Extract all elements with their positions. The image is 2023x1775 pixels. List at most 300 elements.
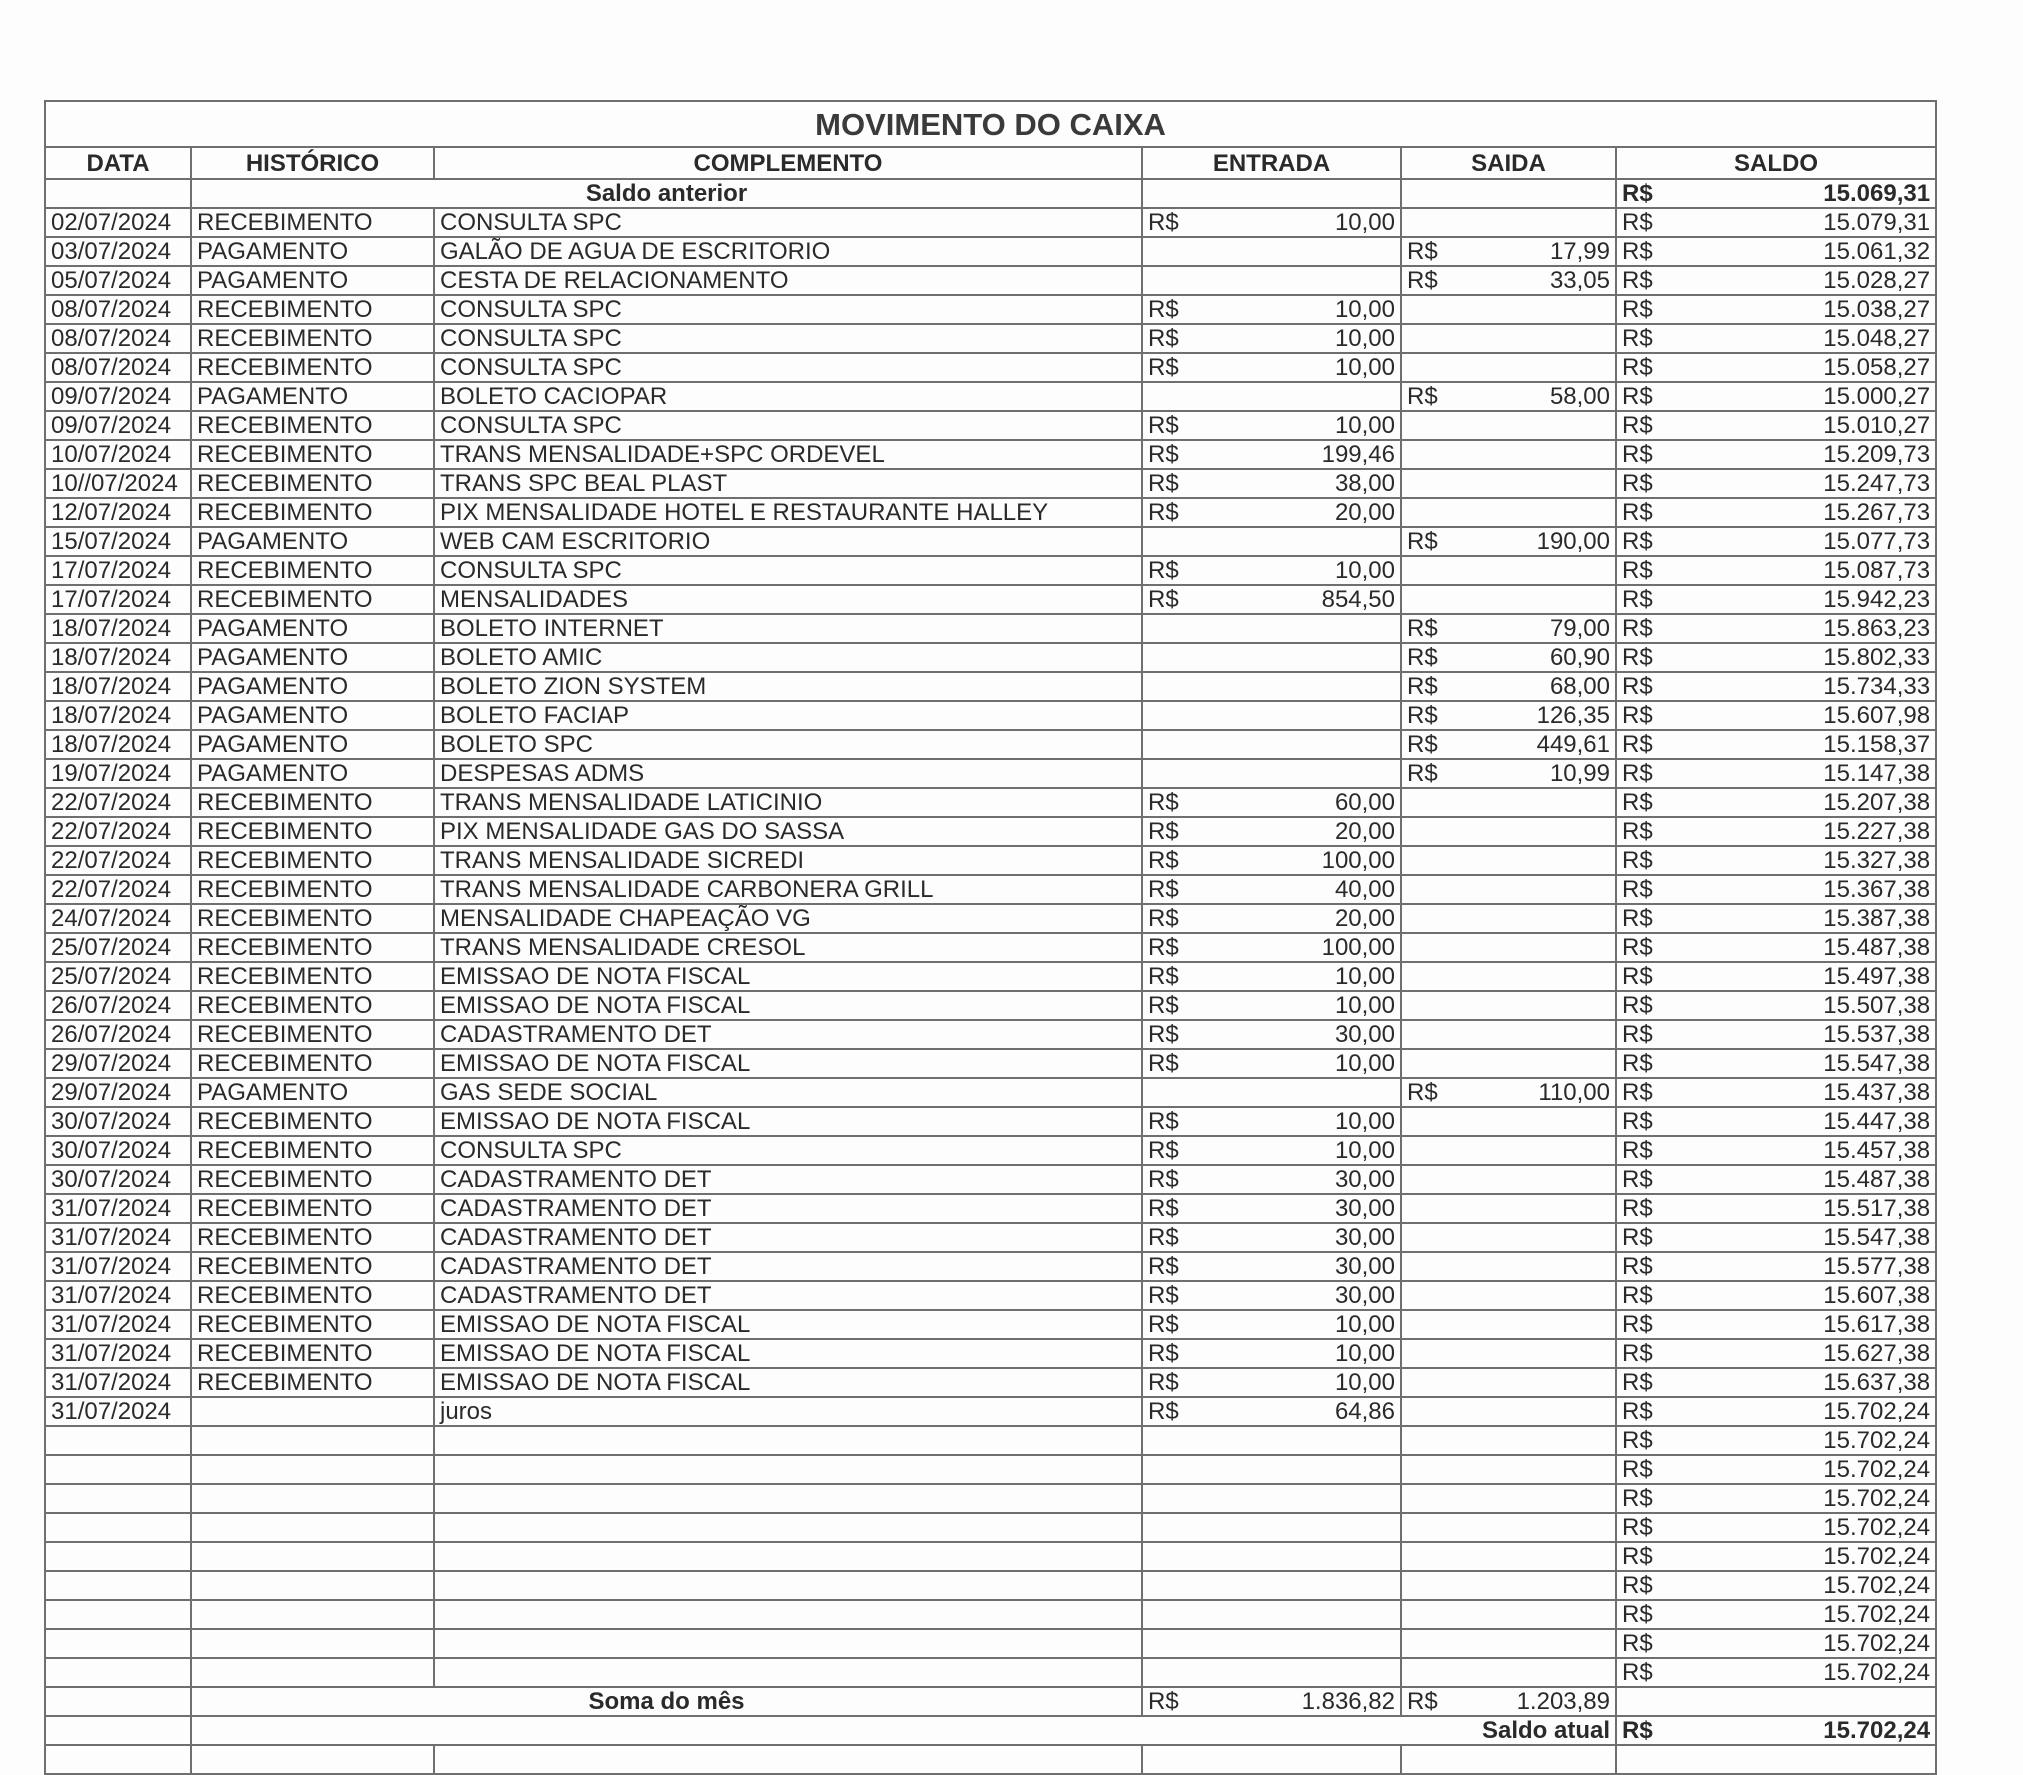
table-row [45,1020,2023,1049]
row-historico: PAGAMENTO [191,614,434,643]
row-complemento: TRANS MENSALIDADE CARBONERA GRILL [434,875,1142,904]
row-entrada [1142,1629,1401,1658]
header-saldo: SALDO [1616,147,1936,179]
row-date: 29/07/2024 [45,1078,191,1107]
row-entrada [1142,411,1401,440]
row-date: 08/07/2024 [45,295,191,324]
table-row [45,237,2023,266]
table-row [45,295,2023,324]
currency-label: R$ [1148,876,1179,903]
row-entrada [1142,1455,1401,1484]
table-row [45,556,2023,585]
row-saldo-value: 15.087,73 [1823,557,1931,584]
row-date: 29/07/2024 [45,1049,191,1078]
row-date [45,1600,191,1629]
row-date: 18/07/2024 [45,614,191,643]
blank-cell [1936,382,2023,411]
row-saida [1401,1629,1616,1658]
row-saida [1401,295,1616,324]
row-entrada [1142,846,1401,875]
currency-label: R$ [1622,557,1653,584]
row-saida [1401,817,1616,846]
row-entrada [1142,556,1401,585]
row-entrada-value: 10,00 [1334,1369,1395,1396]
row-date: 26/07/2024 [45,991,191,1020]
row-date: 31/07/2024 [45,1397,191,1426]
row-saida [1401,237,1616,266]
row-entrada [1142,643,1401,672]
row-saldo-value: 15.702,24 [1823,1485,1931,1512]
row-saldo [1616,1397,1936,1426]
row-date: 12/07/2024 [45,498,191,527]
row-entrada-value: 20,00 [1334,818,1395,845]
row-saldo [1616,1542,1936,1571]
currency-label: R$ [1622,673,1653,700]
row-complemento [434,1484,1142,1513]
row-saldo [1616,1600,1936,1629]
row-saldo [1616,208,1936,237]
row-entrada [1142,353,1401,382]
row-historico: RECEBIMENTO [191,933,434,962]
row-entrada [1142,1281,1401,1310]
row-date: 30/07/2024 [45,1136,191,1165]
row-saldo-value: 15.061,32 [1823,238,1931,265]
monthly-totals-row [45,1687,2023,1716]
table-row [45,1542,2023,1571]
row-saida [1401,1049,1616,1078]
empty-row [45,1745,2023,1774]
currency-label: R$ [1148,557,1179,584]
row-historico: RECEBIMENTO [191,875,434,904]
row-entrada-value: 10,00 [1334,1340,1395,1367]
row-date: 31/07/2024 [45,1252,191,1281]
row-complemento: CONSULTA SPC [434,1136,1142,1165]
row-historico: PAGAMENTO [191,730,434,759]
row-saldo-value: 15.048,27 [1823,325,1931,352]
table-row [45,382,2023,411]
row-historico: PAGAMENTO [191,759,434,788]
row-saldo [1616,846,1936,875]
row-date: 17/07/2024 [45,556,191,585]
blank-cell [1936,556,2023,585]
row-saldo [1616,411,1936,440]
row-entrada [1142,614,1401,643]
row-saldo-value: 15.497,38 [1823,963,1931,990]
currency-label: R$ [1148,1166,1179,1193]
row-historico [191,1426,434,1455]
blank-cell [1936,353,2023,382]
blank-cell [1936,1049,2023,1078]
row-saida-value: 126,35 [1536,702,1610,729]
row-saldo-value: 15.327,38 [1823,847,1931,874]
currency-label: R$ [1622,963,1653,990]
row-entrada [1142,440,1401,469]
row-entrada [1142,527,1401,556]
blank-cell [1936,962,2023,991]
row-saida-value: 79,00 [1549,615,1610,642]
row-entrada-value: 10,00 [1334,1137,1395,1164]
row-saida-value: 110,00 [1538,1079,1610,1106]
row-saldo-value: 15.209,73 [1823,441,1931,468]
row-historico: RECEBIMENTO [191,991,434,1020]
row-date: 31/07/2024 [45,1194,191,1223]
table-row [45,1107,2023,1136]
currency-label: R$ [1407,673,1438,700]
row-historico: RECEBIMENTO [191,1368,434,1397]
row-entrada [1142,1107,1401,1136]
row-entrada [1142,1658,1401,1687]
cash-ledger-table [44,100,2023,1775]
currency-label: R$ [1148,905,1179,932]
table-row [45,1426,2023,1455]
currency-label: R$ [1407,760,1438,787]
row-saldo [1616,817,1936,846]
row-saldo [1616,527,1936,556]
row-complemento: MENSALIDADE CHAPEAÇÃO VG [434,904,1142,933]
row-saldo-value: 15.607,98 [1823,702,1931,729]
row-entrada [1142,904,1401,933]
row-saldo [1616,1223,1936,1252]
row-complemento: BOLETO INTERNET [434,614,1142,643]
table-row [45,1658,2023,1687]
table-row [45,1397,2023,1426]
row-saldo-value: 15.702,24 [1823,1456,1931,1483]
blank-cell [1936,672,2023,701]
row-complemento: CADASTRAMENTO DET [434,1194,1142,1223]
table-row [45,1281,2023,1310]
row-saida [1401,875,1616,904]
table-row [45,440,2023,469]
row-saldo [1616,1629,1936,1658]
row-saldo [1616,1571,1936,1600]
row-entrada-value: 10,00 [1334,412,1395,439]
header-saida: SAIDA [1401,147,1616,179]
blank-cell [1936,1455,2023,1484]
table-row [45,846,2023,875]
row-entrada [1142,1542,1401,1571]
row-saldo-value: 15.227,38 [1823,818,1931,845]
currency-label: R$ [1622,1369,1653,1396]
row-saldo [1616,585,1936,614]
blank-cell [1936,1078,2023,1107]
currency-label: R$ [1622,209,1653,236]
row-historico: RECEBIMENTO [191,1310,434,1339]
currency-label: R$ [1148,1398,1179,1425]
row-saldo [1616,759,1936,788]
currency-label: R$ [1407,702,1438,729]
table-row [45,962,2023,991]
currency-label: R$ [1148,1369,1179,1396]
row-complemento: TRANS MENSALIDADE CRESOL [434,933,1142,962]
blank-cell [1936,469,2023,498]
row-date: 10/07/2024 [45,440,191,469]
currency-label: R$ [1622,1717,1653,1744]
opening-balance-value [1616,179,1936,208]
table-row [45,788,2023,817]
row-complemento: CESTA DE RELACIONAMENTO [434,266,1142,295]
currency-label: R$ [1148,1137,1179,1164]
row-entrada [1142,1136,1401,1165]
currency-label: R$ [1407,615,1438,642]
row-entrada [1142,208,1401,237]
blank-cell [1936,266,2023,295]
row-historico [191,1397,434,1426]
header-entrada: ENTRADA [1142,147,1401,179]
row-saida-value: 58,00 [1549,383,1610,410]
row-entrada-value: 10,00 [1334,963,1395,990]
currency-label: R$ [1622,1021,1653,1048]
row-entrada [1142,991,1401,1020]
row-saida [1401,1107,1616,1136]
monthly-totals-label: Soma do mês [191,1687,1142,1716]
row-saida [1401,962,1616,991]
currency-label: R$ [1148,1340,1179,1367]
row-historico: RECEBIMENTO [191,1136,434,1165]
row-saida [1401,1165,1616,1194]
row-entrada [1142,875,1401,904]
row-historico [191,1542,434,1571]
row-entrada-value: 10,00 [1334,992,1395,1019]
row-historico: RECEBIMENTO [191,585,434,614]
row-saldo [1616,904,1936,933]
table-row [45,585,2023,614]
row-entrada-value: 40,00 [1334,876,1395,903]
row-saldo [1616,382,1936,411]
row-saldo-value: 15.367,38 [1823,876,1931,903]
blank-cell [1936,1107,2023,1136]
row-entrada [1142,933,1401,962]
blank-cell [1936,1281,2023,1310]
table-row [45,1194,2023,1223]
row-saida [1401,1368,1616,1397]
blank-cell [1936,1136,2023,1165]
row-complemento: TRANS MENSALIDADE+SPC ORDEVEL [434,440,1142,469]
row-saldo [1616,614,1936,643]
row-entrada [1142,469,1401,498]
table-row [45,1368,2023,1397]
row-date: 17/07/2024 [45,585,191,614]
row-historico [191,1484,434,1513]
row-complemento: CONSULTA SPC [434,556,1142,585]
currency-label: R$ [1622,847,1653,874]
table-row [45,1339,2023,1368]
row-complemento: WEB CAM ESCRITORIO [434,527,1142,556]
currency-label: R$ [1622,1311,1653,1338]
row-entrada [1142,1426,1401,1455]
row-date: 10//07/2024 [45,469,191,498]
currency-label: R$ [1407,238,1438,265]
row-saida [1401,411,1616,440]
table-row [45,469,2023,498]
row-saida [1401,991,1616,1020]
row-saldo [1616,1426,1936,1455]
row-complemento: EMISSAO DE NOTA FISCAL [434,1339,1142,1368]
row-entrada-value: 10,00 [1334,1050,1395,1077]
row-saida [1401,1513,1616,1542]
row-complemento [434,1600,1142,1629]
currency-label: R$ [1622,1630,1653,1657]
currency-label: R$ [1622,1108,1653,1135]
table-row [45,498,2023,527]
row-saldo [1616,672,1936,701]
row-entrada-value: 10,00 [1334,209,1395,236]
row-saldo-value: 15.437,38 [1823,1079,1931,1106]
row-date [45,1542,191,1571]
row-entrada [1142,817,1401,846]
row-date: 18/07/2024 [45,643,191,672]
row-date: 25/07/2024 [45,962,191,991]
row-complemento: EMISSAO DE NOTA FISCAL [434,991,1142,1020]
row-saldo [1616,1281,1936,1310]
currency-label: R$ [1622,528,1653,555]
row-historico [191,1455,434,1484]
row-entrada [1142,1165,1401,1194]
row-saldo-value: 15.702,24 [1823,1543,1931,1570]
table-row [45,1484,2023,1513]
row-saldo [1616,962,1936,991]
row-date: 09/07/2024 [45,411,191,440]
currency-label: R$ [1407,383,1438,410]
blank-cell [1936,1223,2023,1252]
table-row [45,1629,2023,1658]
row-saldo [1616,440,1936,469]
blank-cell [1936,237,2023,266]
row-saida-value: 68,00 [1549,673,1610,700]
table-row [45,353,2023,382]
table-row [45,875,2023,904]
row-saida-value: 60,90 [1549,644,1610,671]
table-row [45,991,2023,1020]
blank-cell [1936,1542,2023,1571]
cash-ledger-sheet [44,100,2023,1775]
currency-label: R$ [1148,586,1179,613]
blank-cell [1936,1368,2023,1397]
blank-cell [1936,614,2023,643]
row-saida [1401,759,1616,788]
currency-label: R$ [1407,528,1438,555]
row-entrada [1142,1310,1401,1339]
row-historico: RECEBIMENTO [191,1339,434,1368]
currency-label: R$ [1622,1485,1653,1512]
row-saida [1401,556,1616,585]
row-saldo-value: 15.637,38 [1823,1369,1931,1396]
currency-label: R$ [1148,934,1179,961]
row-saldo [1616,266,1936,295]
row-date: 24/07/2024 [45,904,191,933]
row-historico [191,1629,434,1658]
row-date: 22/07/2024 [45,817,191,846]
current-balance-label: Saldo atual [191,1716,1616,1745]
row-saida-value: 17,99 [1549,238,1610,265]
total-saida-value: 1.203,89 [1516,1688,1610,1715]
row-complemento: CADASTRAMENTO DET [434,1020,1142,1049]
currency-label: R$ [1148,1050,1179,1077]
currency-label: R$ [1148,1688,1179,1715]
currency-label: R$ [1622,934,1653,961]
row-date: 31/07/2024 [45,1223,191,1252]
row-entrada [1142,1339,1401,1368]
table-row [45,933,2023,962]
blank-cell [1936,730,2023,759]
row-saida [1401,1484,1616,1513]
row-complemento: CADASTRAMENTO DET [434,1281,1142,1310]
currency-label: R$ [1148,992,1179,1019]
row-complemento [434,1658,1142,1687]
currency-label: R$ [1148,470,1179,497]
currency-label: R$ [1622,1224,1653,1251]
row-entrada [1142,672,1401,701]
row-complemento: PIX MENSALIDADE GAS DO SASSA [434,817,1142,846]
row-historico: RECEBIMENTO [191,817,434,846]
row-date [45,1426,191,1455]
row-saida [1401,382,1616,411]
row-saida [1401,208,1616,237]
row-date [45,1658,191,1687]
currency-label: R$ [1148,963,1179,990]
row-saida [1401,701,1616,730]
row-historico: RECEBIMENTO [191,411,434,440]
blank-cell [1936,1310,2023,1339]
currency-label: R$ [1148,296,1179,323]
row-saida [1401,1600,1616,1629]
row-historico [191,1600,434,1629]
row-date: 05/07/2024 [45,266,191,295]
row-complemento: CONSULTA SPC [434,324,1142,353]
row-saldo [1616,788,1936,817]
row-historico: RECEBIMENTO [191,788,434,817]
opening-saldo: 15.069,31 [1823,180,1931,207]
row-complemento: TRANS SPC BEAL PLAST [434,469,1142,498]
row-historico: PAGAMENTO [191,382,434,411]
row-date: 30/07/2024 [45,1107,191,1136]
blank-cell [1936,208,2023,237]
currency-label: R$ [1148,847,1179,874]
currency-label: R$ [1622,1079,1653,1106]
row-complemento: CONSULTA SPC [434,295,1142,324]
currency-label: R$ [1622,876,1653,903]
currency-label: R$ [1148,1224,1179,1251]
currency-label: R$ [1622,1340,1653,1367]
row-saldo-value: 15.607,38 [1823,1282,1931,1309]
table-row [45,266,2023,295]
currency-label: R$ [1148,441,1179,468]
row-saida [1401,643,1616,672]
row-saida-value: 190,00 [1536,528,1610,555]
row-saldo-value: 15.038,27 [1823,296,1931,323]
row-complemento: EMISSAO DE NOTA FISCAL [434,1107,1142,1136]
row-saldo-value: 15.702,24 [1823,1572,1931,1599]
row-saldo [1616,295,1936,324]
row-historico: PAGAMENTO [191,266,434,295]
row-saldo-value: 15.487,38 [1823,1166,1931,1193]
row-entrada-value: 10,00 [1334,557,1395,584]
row-saldo-value: 15.702,24 [1823,1630,1931,1657]
row-complemento: CADASTRAMENTO DET [434,1165,1142,1194]
row-date: 19/07/2024 [45,759,191,788]
row-complemento: BOLETO CACIOPAR [434,382,1142,411]
row-entrada [1142,266,1401,295]
row-saida [1401,846,1616,875]
table-row [45,527,2023,556]
row-saldo [1616,1078,1936,1107]
row-saldo [1616,1049,1936,1078]
blank-cell [1936,1020,2023,1049]
blank-cell [1936,846,2023,875]
row-saida [1401,440,1616,469]
row-saida [1401,1658,1616,1687]
row-entrada [1142,1368,1401,1397]
row-saldo-value: 15.627,38 [1823,1340,1931,1367]
